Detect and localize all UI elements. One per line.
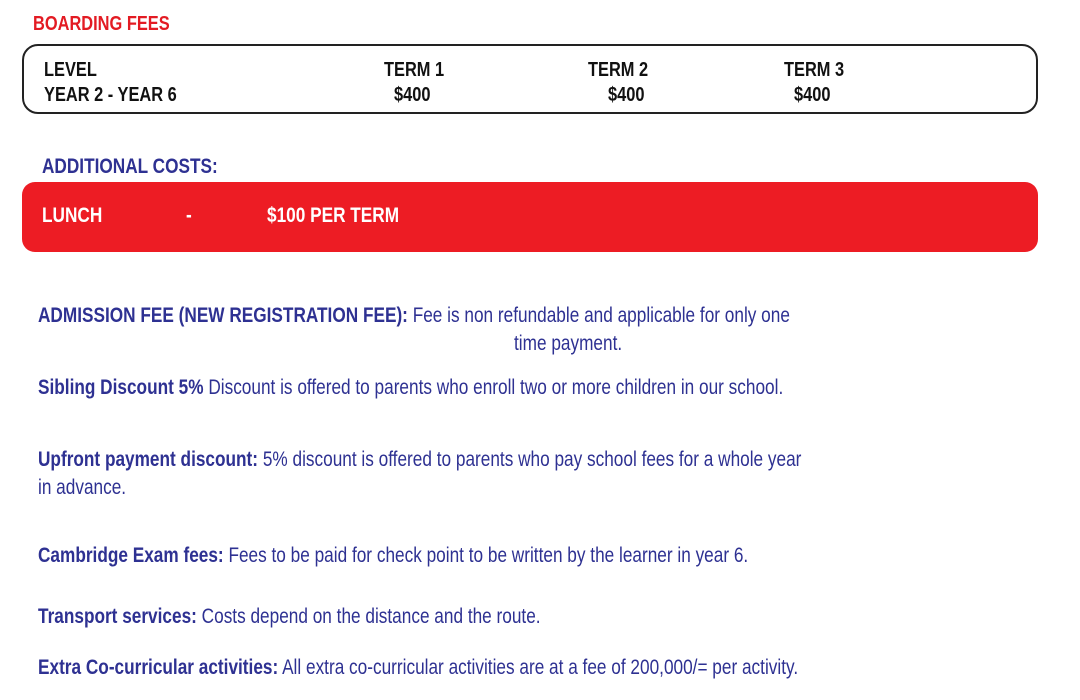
lunch-cost-bar (22, 182, 1038, 252)
lunch-price: $100 PER TERM (267, 204, 400, 227)
upfront-discount-text-line2: in advance. (38, 476, 127, 499)
row-term-2-fee: $400 (608, 84, 645, 106)
transport-services-note (38, 603, 651, 630)
boarding-fees-table (22, 44, 1038, 114)
admission-fee-text-line1: Fee is non refundable and applicable for only one (412, 304, 790, 327)
transport-services-label: Transport services: (38, 605, 197, 628)
sibling-discount-label: Sibling Discount 5% (38, 376, 204, 399)
lunch-label: LUNCH (42, 204, 103, 227)
admission-fee-note-cont (514, 330, 646, 357)
header-level: LEVEL (44, 59, 97, 81)
header-term-3: TERM 3 (784, 59, 845, 81)
row-term-3-fee: $400 (794, 84, 831, 106)
sibling-discount-text: Discount is offered to parents who enroll two or more children in our school. (208, 376, 784, 399)
admission-fee-text-line2: time payment. (514, 332, 623, 355)
extra-cocurricular-label: Extra Co-curricular activities: (38, 656, 279, 679)
upfront-discount-note (38, 446, 969, 473)
admission-fee-note (38, 302, 955, 329)
header-term-1: TERM 1 (384, 59, 445, 81)
cambridge-exam-text: Fees to be paid for check point to be written by the learner in year 6. (228, 544, 749, 567)
sibling-discount-note (38, 374, 947, 401)
header-term-2: TERM 2 (588, 59, 649, 81)
upfront-discount-label: Upfront payment discount: (38, 448, 259, 471)
additional-costs-title: ADDITIONAL COSTS: (42, 155, 218, 178)
transport-services-text: Costs depend on the distance and the route. (201, 605, 541, 628)
cambridge-exam-label: Cambridge Exam fees: (38, 544, 224, 567)
upfront-discount-note-cont (38, 474, 145, 501)
boarding-fees-title: BOARDING FEES (33, 13, 170, 35)
upfront-discount-text-line1: 5% discount is offered to parents who pay school fees for a whole year (262, 448, 802, 471)
row-term-1-fee: $400 (394, 84, 431, 106)
lunch-separator: - (186, 204, 192, 227)
extra-cocurricular-note (38, 654, 965, 681)
cambridge-exam-note (38, 542, 904, 569)
extra-cocurricular-text: All extra co-curricular activities are at a fee of 200,000/= per activity. (282, 656, 799, 679)
row-level: YEAR 2 - YEAR 6 (44, 84, 177, 106)
admission-fee-label: ADMISSION FEE (NEW REGISTRATION FEE): (38, 304, 408, 327)
